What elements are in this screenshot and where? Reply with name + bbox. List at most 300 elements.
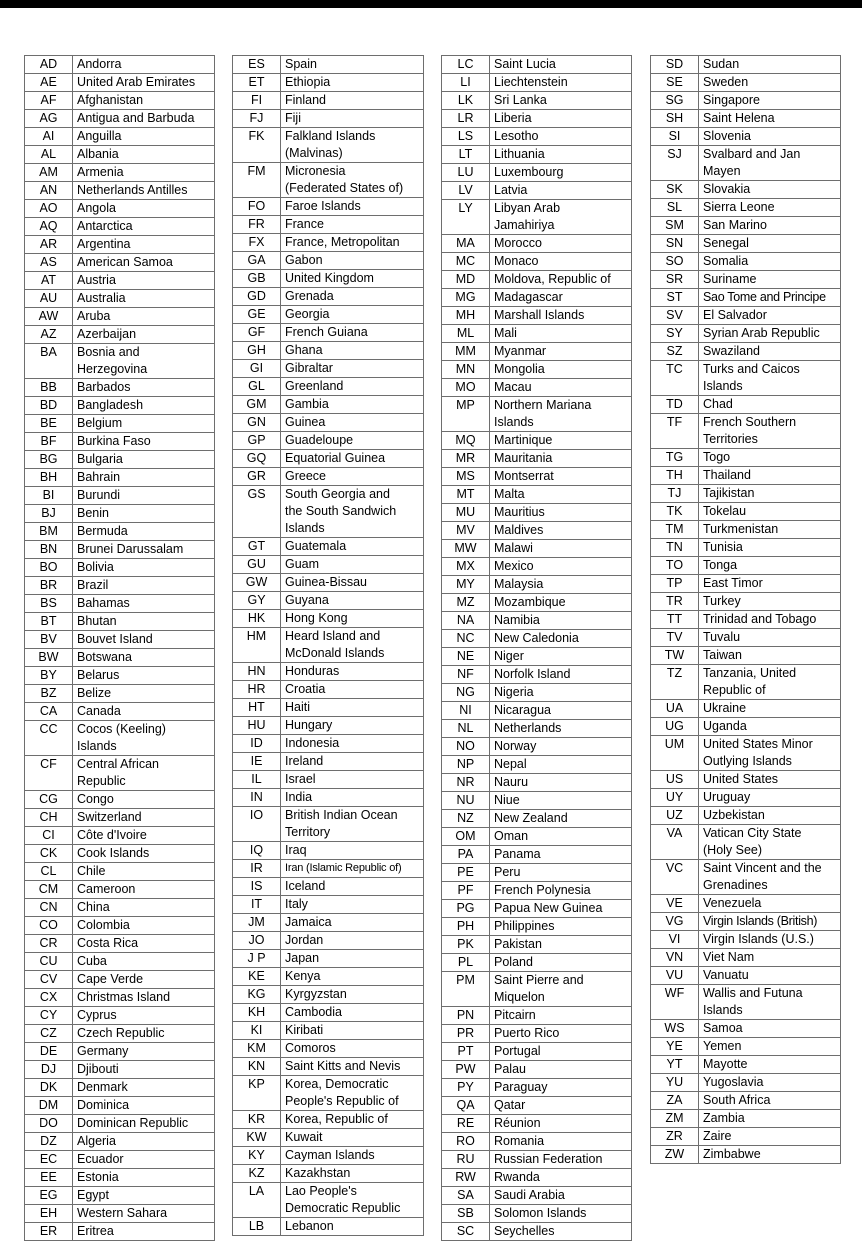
country-name: Niger	[490, 648, 632, 666]
country-name: Pitcairn	[490, 1007, 632, 1025]
table-row	[25, 397, 215, 415]
country-code: KG	[233, 986, 281, 1004]
country-name: Vatican City State	[699, 825, 841, 843]
country-code: IS	[233, 878, 281, 896]
table-row	[651, 967, 841, 985]
country-name: Tuvalu	[699, 629, 841, 647]
country-code: GT	[233, 538, 281, 556]
country-code: MO	[442, 379, 490, 397]
country-code: UZ	[651, 807, 699, 825]
country-name: Iceland	[281, 878, 424, 896]
table-row	[233, 842, 424, 860]
country-code: MQ	[442, 432, 490, 450]
table-row	[651, 253, 841, 271]
table-row	[233, 1218, 424, 1236]
table-row	[233, 414, 424, 432]
table-row	[25, 523, 215, 541]
country-name: New Zealand	[490, 810, 632, 828]
country-name: Turkey	[699, 593, 841, 611]
country-code: MA	[442, 235, 490, 253]
table-row	[25, 74, 215, 92]
country-name: Jordan	[281, 932, 424, 950]
table-row	[442, 56, 632, 74]
country-code: MR	[442, 450, 490, 468]
country-name: Namibia	[490, 612, 632, 630]
country-name: Territory	[281, 824, 424, 842]
table-row	[651, 56, 841, 74]
country-name: Iraq	[281, 842, 424, 860]
table-row	[233, 468, 424, 486]
country-code: CY	[25, 1007, 73, 1025]
table-row	[25, 1187, 215, 1205]
table-row	[651, 771, 841, 789]
country-code: QA	[442, 1097, 490, 1115]
country-name: Brazil	[73, 577, 215, 595]
country-name: United Arab Emirates	[73, 74, 215, 92]
table-row	[442, 74, 632, 92]
table-row	[25, 721, 215, 739]
country-name: Saint Kitts and Nevis	[281, 1058, 424, 1076]
table-row	[25, 863, 215, 881]
table-row	[442, 846, 632, 864]
country-code: BW	[25, 649, 73, 667]
country-name: French Guiana	[281, 324, 424, 342]
country-name: China	[73, 899, 215, 917]
country-code: TR	[651, 593, 699, 611]
country-code: GE	[233, 306, 281, 324]
country-code: UG	[651, 718, 699, 736]
country-code: ST	[651, 289, 699, 307]
country-name: Netherlands	[490, 720, 632, 738]
country-code: AQ	[25, 218, 73, 236]
country-name: Territories	[699, 431, 841, 449]
country-code: AO	[25, 200, 73, 218]
table-row	[233, 681, 424, 699]
country-code: KN	[233, 1058, 281, 1076]
country-name: Comoros	[281, 1040, 424, 1058]
country-code: SY	[651, 325, 699, 343]
table-row	[442, 828, 632, 846]
table-row	[651, 860, 841, 878]
country-name: (Federated States of)	[281, 180, 424, 198]
country-name: Bahrain	[73, 469, 215, 487]
table-row	[25, 92, 215, 110]
country-code: FM	[233, 163, 281, 198]
country-name: Burkina Faso	[73, 433, 215, 451]
country-name: Aruba	[73, 308, 215, 326]
country-code: US	[651, 771, 699, 789]
country-name: Cayman Islands	[281, 1147, 424, 1165]
country-name: Islands	[699, 1002, 841, 1020]
country-code: SC	[442, 1223, 490, 1241]
table-row	[25, 845, 215, 863]
table-row	[233, 450, 424, 468]
country-name: Turks and Caicos	[699, 361, 841, 379]
table-row	[442, 468, 632, 486]
table-row	[442, 146, 632, 164]
table-row	[233, 735, 424, 753]
table-row	[25, 254, 215, 272]
country-code: LT	[442, 146, 490, 164]
country-code: EG	[25, 1187, 73, 1205]
table-row	[25, 953, 215, 971]
country-name: Netherlands Antilles	[73, 182, 215, 200]
table-row	[651, 307, 841, 325]
country-code: VE	[651, 895, 699, 913]
country-code: NR	[442, 774, 490, 792]
table-row	[233, 342, 424, 360]
country-name: Brunei Darussalam	[73, 541, 215, 559]
country-code: KY	[233, 1147, 281, 1165]
country-code: RO	[442, 1133, 490, 1151]
table-row	[651, 736, 841, 754]
country-name: Bangladesh	[73, 397, 215, 415]
country-name: Indonesia	[281, 735, 424, 753]
country-name: Switzerland	[73, 809, 215, 827]
country-name: Antarctica	[73, 218, 215, 236]
table-row	[25, 631, 215, 649]
table-row	[442, 1043, 632, 1061]
country-name: British Indian Ocean	[281, 807, 424, 825]
country-name: Lithuania	[490, 146, 632, 164]
country-code: SG	[651, 92, 699, 110]
country-name: Dominica	[73, 1097, 215, 1115]
table-row	[651, 647, 841, 665]
country-name: Latvia	[490, 182, 632, 200]
country-code: GQ	[233, 450, 281, 468]
table-row	[651, 1146, 841, 1164]
table-row	[25, 1115, 215, 1133]
table-row	[25, 917, 215, 935]
country-name: (Malvinas)	[281, 145, 424, 163]
country-code: PM	[442, 972, 490, 1007]
table-row	[233, 360, 424, 378]
table-row	[25, 1223, 215, 1241]
country-name: Chad	[699, 396, 841, 414]
country-code: CX	[25, 989, 73, 1007]
country-name: South Africa	[699, 1092, 841, 1110]
table-row	[233, 216, 424, 234]
country-name: Lebanon	[281, 1218, 424, 1236]
country-code: ZM	[651, 1110, 699, 1128]
country-name: Albania	[73, 146, 215, 164]
table-row	[25, 56, 215, 74]
table-row	[25, 1007, 215, 1025]
country-name: Kiribati	[281, 1022, 424, 1040]
country-name: Democratic Republic	[281, 1200, 424, 1218]
table-row	[25, 110, 215, 128]
table-row	[233, 663, 424, 681]
country-name: Senegal	[699, 235, 841, 253]
country-name: Romania	[490, 1133, 632, 1151]
country-name: Viet Nam	[699, 949, 841, 967]
country-name: Italy	[281, 896, 424, 914]
table-row	[651, 449, 841, 467]
country-name: Hungary	[281, 717, 424, 735]
country-code: TF	[651, 414, 699, 449]
country-name: Qatar	[490, 1097, 632, 1115]
country-code: CH	[25, 809, 73, 827]
country-code: DM	[25, 1097, 73, 1115]
country-name: Western Sahara	[73, 1205, 215, 1223]
country-code: MY	[442, 576, 490, 594]
country-code: SH	[651, 110, 699, 128]
country-code: GH	[233, 342, 281, 360]
country-code: SJ	[651, 146, 699, 181]
country-code: MZ	[442, 594, 490, 612]
country-name: Uzbekistan	[699, 807, 841, 825]
country-name: Islands	[699, 378, 841, 396]
country-code: TD	[651, 396, 699, 414]
country-name: Bosnia and	[73, 344, 215, 362]
table-row	[442, 325, 632, 343]
country-code: YE	[651, 1038, 699, 1056]
country-code: IL	[233, 771, 281, 789]
table-row	[442, 864, 632, 882]
table-row	[651, 110, 841, 128]
table-row	[25, 1133, 215, 1151]
table-row	[651, 1056, 841, 1074]
country-name: Antigua and Barbuda	[73, 110, 215, 128]
country-name: Côte d'Ivoire	[73, 827, 215, 845]
country-code: NO	[442, 738, 490, 756]
country-code: VC	[651, 860, 699, 895]
country-code: KH	[233, 1004, 281, 1022]
country-name: Cook Islands	[73, 845, 215, 863]
country-name: Grenadines	[699, 877, 841, 895]
country-code: BT	[25, 613, 73, 631]
table-row	[233, 1004, 424, 1022]
country-code: FJ	[233, 110, 281, 128]
country-code: GB	[233, 270, 281, 288]
country-code: GS	[233, 486, 281, 538]
table-row	[442, 1079, 632, 1097]
country-name: Georgia	[281, 306, 424, 324]
country-name: Mali	[490, 325, 632, 343]
table-row	[233, 610, 424, 628]
country-name: Equatorial Guinea	[281, 450, 424, 468]
table-row	[233, 252, 424, 270]
table-row	[651, 146, 841, 164]
country-code: VG	[651, 913, 699, 931]
table-row	[651, 807, 841, 825]
country-code: BI	[25, 487, 73, 505]
country-name: Norway	[490, 738, 632, 756]
table-row	[651, 985, 841, 1003]
country-name: Madagascar	[490, 289, 632, 307]
table-row	[233, 486, 424, 504]
table-row	[25, 703, 215, 721]
country-code: CR	[25, 935, 73, 953]
country-code: SA	[442, 1187, 490, 1205]
country-name: Luxembourg	[490, 164, 632, 182]
country-name: Bolivia	[73, 559, 215, 577]
country-code: EC	[25, 1151, 73, 1169]
table-row	[442, 164, 632, 182]
table-row	[651, 396, 841, 414]
country-name: Iran (Islamic Republic of)	[281, 860, 424, 878]
country-code: TV	[651, 629, 699, 647]
country-code: TH	[651, 467, 699, 485]
country-code: IO	[233, 807, 281, 842]
country-code: KI	[233, 1022, 281, 1040]
country-name: Bermuda	[73, 523, 215, 541]
country-code: BS	[25, 595, 73, 613]
country-name: El Salvador	[699, 307, 841, 325]
country-code: MV	[442, 522, 490, 540]
country-code: NC	[442, 630, 490, 648]
country-name: Vanuatu	[699, 967, 841, 985]
country-name: Malaysia	[490, 576, 632, 594]
country-name: Grenada	[281, 288, 424, 306]
table-row	[233, 1183, 424, 1201]
country-code: ID	[233, 735, 281, 753]
country-code: LC	[442, 56, 490, 74]
country-name: Estonia	[73, 1169, 215, 1187]
country-code: SR	[651, 271, 699, 289]
country-code: DO	[25, 1115, 73, 1133]
table-row	[233, 92, 424, 110]
country-code: AD	[25, 56, 73, 74]
country-code: WS	[651, 1020, 699, 1038]
country-name: Miquelon	[490, 989, 632, 1007]
table-row	[233, 1165, 424, 1183]
table-row	[442, 630, 632, 648]
table-row	[651, 92, 841, 110]
table-row	[25, 577, 215, 595]
country-code: AZ	[25, 326, 73, 344]
country-code: J P	[233, 950, 281, 968]
country-name: Republic of	[699, 682, 841, 700]
country-name: Saint Helena	[699, 110, 841, 128]
country-name: France	[281, 216, 424, 234]
country-name: Israel	[281, 771, 424, 789]
table-row	[442, 918, 632, 936]
table-row	[233, 771, 424, 789]
country-code: AN	[25, 182, 73, 200]
country-name: Tunisia	[699, 539, 841, 557]
country-name: Cameroon	[73, 881, 215, 899]
country-name: Mauritius	[490, 504, 632, 522]
country-name: Islands	[73, 738, 215, 756]
country-name: Singapore	[699, 92, 841, 110]
country-code: KP	[233, 1076, 281, 1111]
table-row	[233, 538, 424, 556]
country-name: Morocco	[490, 235, 632, 253]
country-code: NZ	[442, 810, 490, 828]
country-code: GR	[233, 468, 281, 486]
country-code: JM	[233, 914, 281, 932]
table-row	[442, 1097, 632, 1115]
table-row	[233, 914, 424, 932]
table-row	[233, 789, 424, 807]
table-row	[25, 200, 215, 218]
country-name: Sudan	[699, 56, 841, 74]
country-name: Kenya	[281, 968, 424, 986]
country-code: FK	[233, 128, 281, 163]
table-row	[442, 558, 632, 576]
table-row	[442, 756, 632, 774]
table-row	[233, 699, 424, 717]
country-code: HK	[233, 610, 281, 628]
table-row	[651, 1110, 841, 1128]
table-row	[25, 290, 215, 308]
country-code: NA	[442, 612, 490, 630]
country-code: OM	[442, 828, 490, 846]
table-row	[442, 289, 632, 307]
country-name: Gambia	[281, 396, 424, 414]
country-code: CC	[25, 721, 73, 756]
country-name: Guadeloupe	[281, 432, 424, 450]
table-row	[651, 181, 841, 199]
table-row	[233, 1111, 424, 1129]
country-name: Mayen	[699, 163, 841, 181]
country-code: KR	[233, 1111, 281, 1129]
country-code: JO	[233, 932, 281, 950]
country-code: TZ	[651, 665, 699, 700]
country-name: Papua New Guinea	[490, 900, 632, 918]
country-name: Malta	[490, 486, 632, 504]
table-row	[442, 774, 632, 792]
country-code: PK	[442, 936, 490, 954]
table-row	[233, 753, 424, 771]
table-row	[651, 665, 841, 683]
country-name: United Kingdom	[281, 270, 424, 288]
country-name: Swaziland	[699, 343, 841, 361]
country-code: GP	[233, 432, 281, 450]
table-row	[651, 700, 841, 718]
country-name: Norfolk Island	[490, 666, 632, 684]
table-row	[233, 986, 424, 1004]
country-name: Mauritania	[490, 450, 632, 468]
country-code: LU	[442, 164, 490, 182]
country-name: Martinique	[490, 432, 632, 450]
table-row	[442, 972, 632, 990]
table-row	[233, 717, 424, 735]
country-code: SI	[651, 128, 699, 146]
table-row	[651, 74, 841, 92]
table-row	[233, 110, 424, 128]
country-name: Djibouti	[73, 1061, 215, 1079]
country-code: PT	[442, 1043, 490, 1061]
country-name: Germany	[73, 1043, 215, 1061]
table-row	[442, 92, 632, 110]
table-row	[651, 343, 841, 361]
country-code: TG	[651, 449, 699, 467]
country-code: GI	[233, 360, 281, 378]
country-code: RE	[442, 1115, 490, 1133]
table-row	[233, 396, 424, 414]
country-name: Heard Island and	[281, 628, 424, 646]
country-name: Peru	[490, 864, 632, 882]
table-row	[233, 432, 424, 450]
table-row	[442, 720, 632, 738]
country-name: Cape Verde	[73, 971, 215, 989]
country-name: Poland	[490, 954, 632, 972]
country-name: Japan	[281, 950, 424, 968]
country-code: PF	[442, 882, 490, 900]
country-code: TM	[651, 521, 699, 539]
country-name: Libyan Arab	[490, 200, 632, 218]
country-name: Saudi Arabia	[490, 1187, 632, 1205]
country-name: Azerbaijan	[73, 326, 215, 344]
table-row	[25, 451, 215, 469]
table-row	[25, 379, 215, 397]
country-code: TT	[651, 611, 699, 629]
table-row	[233, 56, 424, 74]
table-row	[651, 325, 841, 343]
country-code: MG	[442, 289, 490, 307]
